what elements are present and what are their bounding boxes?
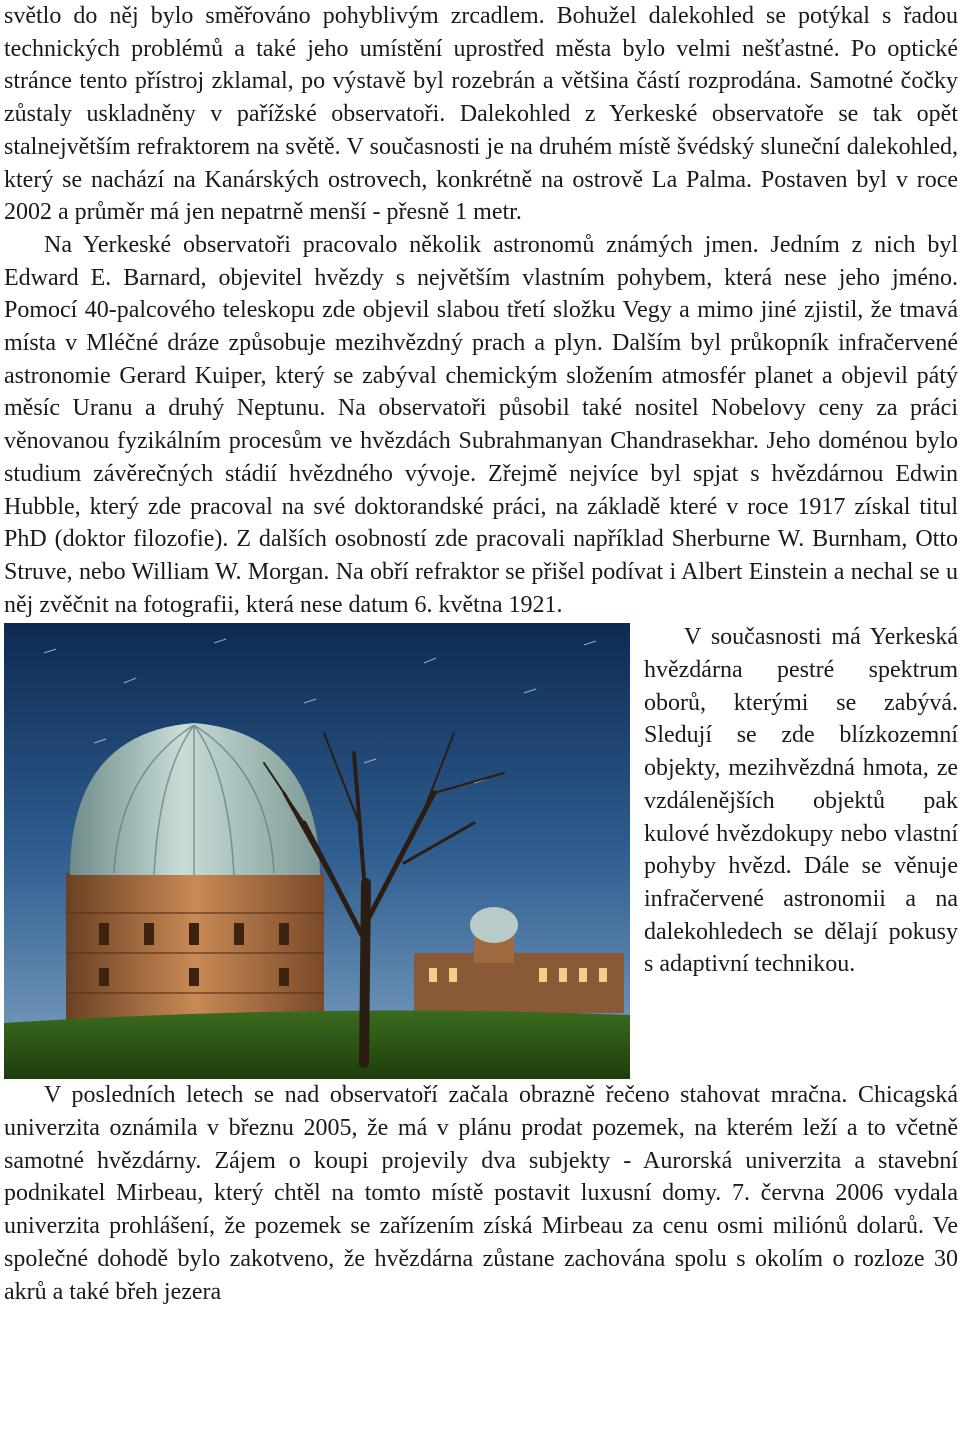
paragraph-recent: V posledních letech se nad observatoří začala obrazně řečeno stahovat mračna. Chicagská univerzita oznámila v březnu 2005, že má v plánu prodat pozemek, na kterém leží a to včetně samotné hvězdárny. Zájem o koupi projevily dva subjekty - Aurorská univerzita a stavební podnikatel Mirbeau, který chtěl na tomto místě postavit luxusní domy. 7. června 2006 vydala univerzita prohlášení, že pozemek se zařízením získá Mirbeau za cenu osmi miliónů dolarů. Ve společné dohodě bylo zakotveno, že hvězdárna zůstane zachována spolu s okolím o rozloze 30 akrů a také břeh jezera	[4, 1082, 958, 1305]
document-page	[4, 0, 958, 1308]
paragraph-intro: světlo do něj bylo směřováno pohyblivým zrcadlem. Bohužel dalekohled se potýkal s řadou technických problémů a také jeho umístění uprostřed města bylo velmi nešťastné. Po optické stránce tento přístroj zklamal, po výstavě byl rozebrán a většina částí rozprodána. Samotné čočky zůstaly uskladněny v pařížské observatoři. Dalekohled z Yerkeské observatoře se tak opět stalnejvětším refraktorem na světě. V současnosti je na druhém místě švédský sluneční dalekohled, který se nachází na Kanárských ostrovech, konkrétně na ostrově La Palma. Postaven byl v roce 2002 a průměr má jen nepatrně menší - přesně 1 metr.	[4, 3, 958, 226]
figure-text-block	[4, 621, 958, 1079]
paragraph-people: Na Yerkeské observatoři pracovalo několik astronomů známých jmen. Jedním z nich byl Edward E. Barnard, objevitel hvězdy s největším vlastním pohybem, která nese jeho jméno. Pomocí 40-palcového teleskopu zde objevil slabou třetí složku Vegy a mimo jiné zjistil, že tmavá místa v Mléčné dráze způsobuje mezihvězdný prach a plyn. Dalším byl průkopník infračervené astronomie Gerard Kuiper, který se zabýval chemickým složením atmosfér planet a objevil pátý měsíc Uranu a druhý Neptunu. Na observatoři působil také nositel Nobelovy ceny za práci věnovanou fyzikálním procesům ve hvězdách Subrahmanyan Chandrasekhar. Jeho doménou bylo studium závěrečných stádií hvězdného vývoje. Zřejmě nejvíce byl spjat s hvězdárnou Edwin Hubble, který zde pracoval na své doktorandské práci, na základě které v roce 1917 získal titul PhD (doktor filozofie). Z dalších osobností zde pracovali například Sherburne W. Burnham, Otto Struve, nebo William W. Morgan. Na obří refraktor se přišel podívat i Albert Einstein a nechal se u něj zvěčnit na fotografii, která nese datum 6. května 1921.	[4, 231, 958, 618]
paragraph-present: V současnosti má Yerkeská hvězdárna pestré spektrum oborů, kterými se zabývá. Sledují se zde blízkozemní objekty, mezihvězdná hmota, ze vzdálenějších objektů pak kulové hvězdokupy nebo vlastní pohyby hvězd. Dále se věnuje infračervené astronomii a na dalekohledech se dělají pokusy s adaptivní technikou.	[644, 624, 958, 978]
observatory-photo	[4, 623, 630, 1079]
